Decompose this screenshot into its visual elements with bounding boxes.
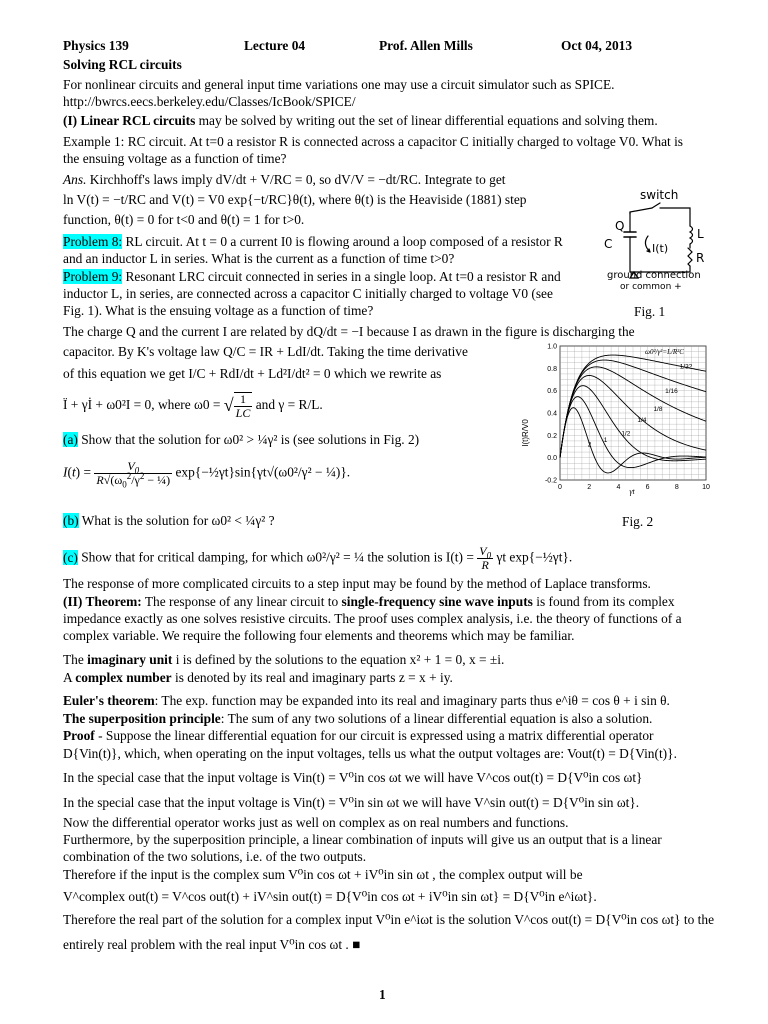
x-tick-label: 2 xyxy=(587,484,592,491)
series-label: 1/8 xyxy=(653,405,663,413)
c-label: C xyxy=(604,237,613,251)
series-label: 2 xyxy=(587,441,592,449)
professor-name: Prof. Allen Mills xyxy=(379,38,473,53)
complex-output-line: V^complex out(t) = V^cos out(t) + iV^sin out(t) = D{V⁰in cos ωt + iV⁰in sin ωt} = D{V⁰in e^iωt}. xyxy=(63,889,597,904)
series-label: 1 xyxy=(603,437,608,445)
theorem-line1: (II) Theorem: The response of any linear circuit to single-frequency sine wave inputs is found from its complex xyxy=(63,594,675,609)
x-tick-label: 0 xyxy=(558,484,562,491)
circuit-diagram xyxy=(600,186,718,290)
answer-line3: function, θ(t) = 0 for t<0 and θ(t) = 1 for t>0. xyxy=(63,212,305,227)
superposition-line: The superposition principle: The sum of any two solutions of a linear differential equation is also a solution. xyxy=(63,711,653,726)
example1-line1: Example 1: RC circuit. At t=0 a resistor R is connected across a capacitor C initially charged to voltage V0. What is xyxy=(63,134,684,149)
y-tick-label: 0.8 xyxy=(547,365,557,373)
y-tick-label: 0.2 xyxy=(547,432,557,440)
problem9-line3: Fig. 1). What is the ensuing voltage as a function of time? xyxy=(63,303,374,318)
page-number: 1 xyxy=(379,987,386,1002)
y-tick-label: -0.2 xyxy=(544,477,557,485)
problem8-line1: Problem 8: RL circuit. At t = 0 a current I0 is flowing around a loop composed of a resistor R xyxy=(63,234,563,249)
ground-label-1: ground connection xyxy=(607,270,701,281)
course-name: Physics 139 xyxy=(63,38,129,53)
series-label: 1/16 xyxy=(665,387,678,395)
intro-line: For nonlinear circuits and general input time variations one may use a circuit simulator such as SPICE. xyxy=(63,77,615,92)
charge-line4: Ï + γİ + ω0²I = 0, where ω0 = √ $\frac{1}{LC}$ and γ = R/L. xyxy=(63,392,323,420)
answer-line1: Ans. Kirchhoff's laws imply dV/dt + V/RC = 0, so dV/V = −dt/RC. Integrate to get xyxy=(63,172,506,187)
y-tick-label: 0.6 xyxy=(547,388,557,396)
theorem-heading: (II) Theorem: xyxy=(63,594,142,609)
special-case-sin: In the special case that the input voltage is Vin(t) = V⁰in sin ωt we will have V^sin out(t) = D{V⁰in sin ωt}. xyxy=(63,795,640,810)
y-tick-label: 0.0 xyxy=(547,455,557,463)
furthermore-line2: combination of the two solutions, i.e. of the two outputs. xyxy=(63,849,367,864)
l-label: L xyxy=(697,227,704,241)
x-tick-label: 10 xyxy=(702,484,710,491)
y-axis-label: I(t)R/V0 xyxy=(521,419,530,447)
chart-legend-label: ω0²/γ²=L/R²C xyxy=(645,348,684,356)
theorem-line3: complex variable. We require the following four elements and theorems which may be familiar. xyxy=(63,628,575,643)
switch-label: switch xyxy=(640,188,679,202)
part-b-line: (b) What is the solution for ω0² < ¼γ² ? xyxy=(63,513,275,528)
lecture-date: Oct 04, 2013 xyxy=(561,38,633,53)
y-tick-label: 1.0 xyxy=(547,343,557,351)
x-tick-label: 4 xyxy=(616,484,621,491)
damping-chart xyxy=(510,338,716,500)
problem9-label: Problem 9: xyxy=(63,269,123,284)
euler-line: Euler's theorem: The exp. function may be expanded into its real and imaginary parts thus e^iθ = cos θ + i sin θ. xyxy=(63,693,670,708)
example1-line2: the ensuing voltage as a function of time? xyxy=(63,151,287,166)
ground-label-2: or common + xyxy=(620,282,682,290)
fig2-caption: Fig. 2 xyxy=(622,514,654,529)
x-axis-label: γt xyxy=(629,487,635,496)
page-header xyxy=(0,38,768,54)
y-tick-label: 0.4 xyxy=(547,410,557,418)
theorem-line2: impedance exactly as one solves resistive circuits. The proof uses complex analysis, i.e. the theory of functions of a xyxy=(63,611,682,626)
current-label: I(t) xyxy=(652,242,669,255)
therefore2-line1: Therefore the real part of the solution for a complex input V⁰in e^iωt is the solution V^cos out(t) = D{V⁰in cos ωt} to the xyxy=(63,912,715,927)
furthermore-line1: Furthermore, by the superposition principle, a linear combination of inputs will give us an output that is a linear xyxy=(63,832,662,847)
part-b-label: (b) xyxy=(63,513,79,528)
linear-rcl-paragraph: (I) Linear RCL circuits may be solved by writing out the set of linear differential equations and solving them. xyxy=(63,113,658,128)
spice-url[interactable]: http://bwrcs.eecs.berkeley.edu/Classes/IcBook/SPICE/ xyxy=(63,94,356,109)
section-title: Solving RCL circuits xyxy=(63,57,182,72)
linear-rcl-heading: (I) Linear RCL circuits xyxy=(63,113,196,128)
problem8-line2: and an inductor L in series. What is the current as a function of time t>0? xyxy=(63,251,455,266)
answer-line2: ln V(t) = −t/RC and V(t) = V0 exp{−t/RC}θ(t), where θ(t) is the Heaviside (1881) step xyxy=(63,192,527,207)
series-label: 1/32 xyxy=(679,363,693,371)
special-case-cos: In the special case that the input voltage is Vin(t) = V⁰in cos ωt we will have V^cos out(t) = D{V⁰in cos ωt} xyxy=(63,770,643,785)
problem9-line2: inductor L, in series, are connected across a capacitor C initially charged to voltage V0 (see xyxy=(63,286,553,301)
now-differential-line: Now the differential operator works just as well on complex as on real numbers and functions. xyxy=(63,815,569,830)
fig1-caption: Fig. 1 xyxy=(634,304,666,319)
imaginary-unit-line: The imaginary unit i is defined by the solutions to the equation x² + 1 = 0, x = ±i. xyxy=(63,652,505,667)
charge-line1: The charge Q and the current I are related by dQ/dt = −I because I as drawn in the figure is discharging the xyxy=(63,324,635,339)
charge-line2: capacitor. By K's voltage law Q/C = IR + LdI/dt. Taking the time derivative xyxy=(63,344,468,359)
problem9-line1: Problem 9: Resonant LRC circuit connected in series in a single loop. At t=0 a resistor R and xyxy=(63,269,561,284)
therefore2-line2: entirely real problem with the real input V⁰in cos ωt . ■ xyxy=(63,937,361,952)
charge-line3: of this equation we get I/C + RdI/dt + Ld²I/dt² = 0 which we rewrite as xyxy=(63,366,442,381)
proof-line1: Proof - Suppose the linear differential equation for our circuit is expressed using a matrix differential operator xyxy=(63,728,654,743)
part-c-line: (c) Show that for critical damping, for which ω0²/γ² = ¼ the solution is I(t) = $\frac{V_0}{R}$ γt exp{−½γt}. xyxy=(63,544,573,572)
r-label: R xyxy=(696,251,705,265)
proof-line2: D{Vin(t)}, which, when operating on the input voltages, tells us what the output voltages are: Vout(t) = D{Vin(t)}. xyxy=(63,746,677,761)
response-line: The response of more complicated circuits to a step input may be found by the method of Laplace transforms. xyxy=(63,576,651,591)
series-label: 1/2 xyxy=(621,430,631,438)
part-c-label: (c) xyxy=(63,549,78,565)
therefore-line1: Therefore if the input is the complex sum V⁰in cos ωt + iV⁰in sin ωt , the complex output will be xyxy=(63,867,583,882)
x-tick-label: 8 xyxy=(674,484,679,491)
q-label: Q xyxy=(615,219,625,233)
complex-number-line: A complex number is denoted by its real and imaginary parts z = x + iy. xyxy=(63,670,453,685)
part-a-label: (a) xyxy=(63,432,78,447)
part-a-equation: I(t) = $\frac{V_0}{R√(\omega_0^2/\gamma^2 - \frac{1}{4})}$ exp{−½γt}sin{γt√(ω0²/γ² − ¼)}. xyxy=(63,459,351,490)
problem8-label: Problem 8: xyxy=(63,234,123,249)
lecture-number: Lecture 04 xyxy=(244,38,306,53)
part-a-line1: (a) Show that the solution for ω0² > ¼γ² is (see solutions in Fig. 2) xyxy=(63,432,420,447)
x-tick-label: 6 xyxy=(645,484,650,491)
series-label: 1/4 xyxy=(637,416,647,424)
